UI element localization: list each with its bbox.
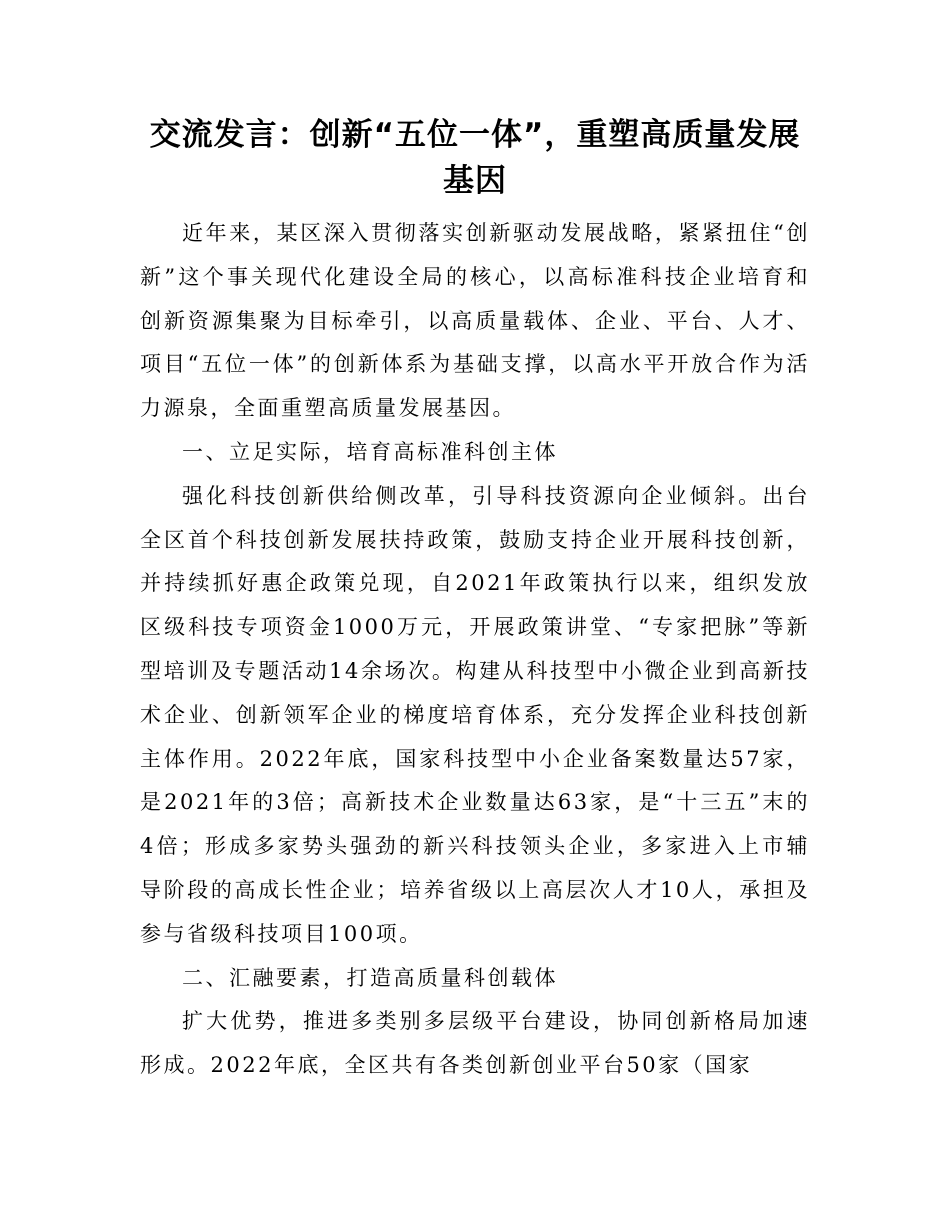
section-heading-2: 二、汇融要素，打造高质量科创载体: [182, 965, 558, 990]
section-heading-1: 一、立足实际，培育高标准科创主体: [182, 439, 558, 464]
section-1-paragraph: 强化科技创新供给侧改革，引导科技资源向企业倾斜。出台全区首个科技创新发展扶持政策，鼓励支持企业开展科技创新，并持续抓好惠企政策兑现，自2021年政策执行以来，组织发放区级科技专项资金1000万元，开展政策讲堂、“专家把脉”等新型培训及专题活动14余场次。构建从科技型中小微企业到高新技术企业、创新领军企业的梯度培育体系，充分发挥企业科技创新主体作用。2022年底，国家科技型中小企业备案数量达57家，是2021年的3倍；高新技术企业数量达63家，是“十三五”末的4倍；形成多家势头强劲的新兴科技领头企业，多家进入上市辅导阶段的高成长性企业；培养省级以上高层次人才10人，承担及参与省级科技项目100项。: [140, 483, 810, 946]
document-title: 交流发言：创新“五位一体”，重塑高质量发展基因: [149, 117, 801, 199]
document-body: [140, 212, 810, 1088]
section-2-paragraph: 扩大优势，推进多类别多层级平台建设，协同创新格局加速形成。2022年底，全区共有各类创新创业平台50家（国家: [140, 1009, 810, 1078]
intro-paragraph: 近年来，某区深入贯彻落实创新驱动发展战略，紧紧扭住“创新”这个事关现代化建设全局的核心，以高标准科技企业培育和创新资源集聚为目标牵引，以高质量载体、企业、平台、人才、项目“五位一体”的创新体系为基础支撑，以高水平开放合作为活力源泉，全面重塑高质量发展基因。: [140, 221, 810, 421]
